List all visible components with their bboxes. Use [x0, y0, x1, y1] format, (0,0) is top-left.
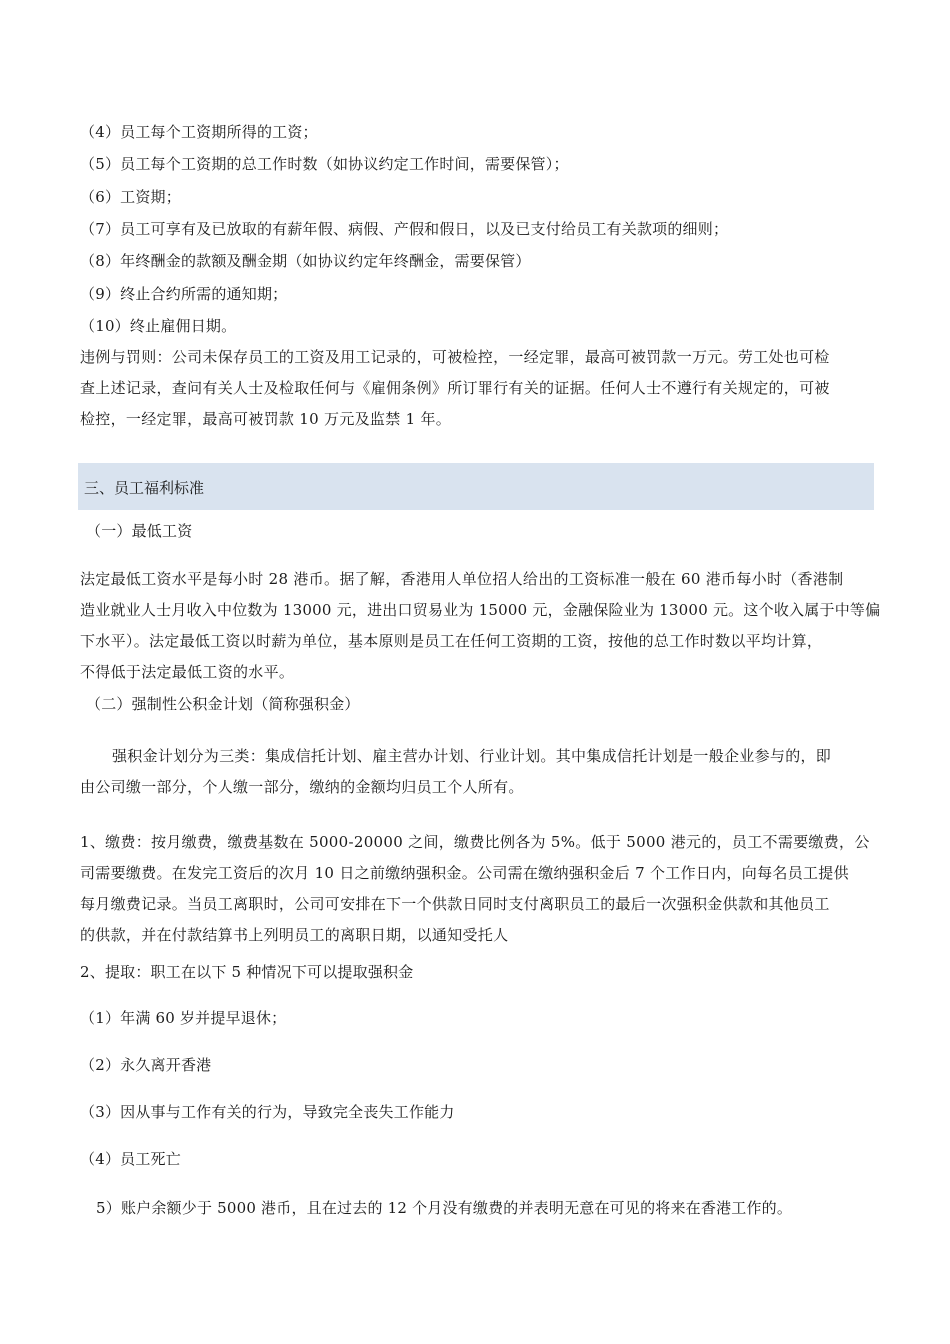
paragraph-line: 法定最低工资水平是每小时 28 港币。据了解，香港用人单位招人给出的工资标准一般在 60 港币每小时（香港制: [80, 570, 844, 588]
paragraph-line: 每月缴费记录。当员工离职时，公司可安排在下一个供款日同时支付离职员工的最后一次强积金供款和其他员工: [80, 895, 830, 913]
mpf-contribution: [80, 827, 872, 951]
list-item: （10）终止雇佣日期。: [80, 317, 237, 335]
paragraph-line: 违例与罚则：公司未保存员工的工资及用工记录的，可被检控，一经定罪，最高可被罚款一万元。劳工处也可检: [80, 348, 830, 366]
min-wage-heading: （一）最低工资: [86, 522, 193, 540]
list-item: （9）终止合约所需的通知期；: [80, 285, 288, 303]
min-wage-paragraph: [80, 564, 881, 688]
paragraph-line: 查上述记录，查问有关人士及检取任何与《雇佣条例》所订罪行有关的证据。任何人士不遵行有关规定的，可被: [80, 379, 830, 397]
mpf-heading: （二）强制性公积金计划（简称强积金）: [86, 695, 360, 713]
paragraph-line: 下水平）。法定最低工资以时薪为单位，基本原则是员工在任何工资期的工资，按他的总工作时数以平均计算，: [80, 632, 823, 650]
list-item: （3）因从事与工作有关的行为，导致完全丧失工作能力: [80, 1103, 455, 1121]
list-item: （6）工资期；: [80, 188, 181, 206]
list-item: （2）永久离开香港: [80, 1056, 212, 1074]
paragraph-line: 1、缴费：按月缴费，缴费基数在 5000-20000 之间，缴费比例各为 5%。低于 5000 港元的，员工不需要缴费，公: [80, 833, 870, 851]
list-item: （4）员工死亡: [80, 1150, 181, 1168]
paragraph-line: 强积金计划分为三类：集成信托计划、雇主营办计划、行业计划。其中集成信托计划是一般企业参与的，即: [112, 747, 832, 765]
section-title: 三、员工福利标准: [84, 479, 205, 497]
paragraph-line: 的供款，并在付款结算书上列明员工的离职日期，以通知受托人: [80, 926, 509, 944]
paragraph-line: 由公司缴一部分，个人缴一部分，缴纳的金额均归员工个人所有。: [80, 778, 524, 796]
list-item: （5）员工每个工资期的总工作时数（如协议约定工作时间，需要保管）；: [80, 155, 569, 173]
list-item: （7）员工可享有及已放取的有薪年假、病假、产假和假日，以及已支付给员工有关款项的细则；: [80, 220, 729, 238]
paragraph-line: 不得低于法定最低工资的水平。: [80, 663, 295, 681]
mpf-intro: [80, 741, 872, 803]
list-item: （8）年终酬金的款额及酬金期（如协议约定年终酬金，需要保管）: [80, 252, 531, 270]
paragraph-line: 司需要缴费。在发完工资后的次月 10 日之前缴纳强积金。公司需在缴纳强积金后 7 个工作日内，向每名员工提供: [80, 864, 849, 882]
paragraph-line: 检控，一经定罪，最高可被罚款 10 万元及监禁 1 年。: [80, 410, 452, 428]
list-item: （1）年满 60 岁并提早退休；: [80, 1009, 287, 1027]
list-item: （4）员工每个工资期所得的工资；: [80, 123, 318, 141]
mpf-withdrawal-heading: 2、提取：职工在以下 5 种情况下可以提取强积金: [80, 963, 414, 981]
penalty-paragraph: [80, 342, 872, 435]
paragraph-line: 造业就业人士月收入中位数为 13000 元，进出口贸易业为 15000 元，金融保险业为 13000 元。这个收入属于中等偏: [80, 601, 881, 619]
section-header-bar: [78, 463, 874, 510]
list-item: 5）账户余额少于 5000 港币，且在过去的 12 个月没有缴费的并表明无意在可见的将来在香港工作的。: [96, 1199, 793, 1217]
